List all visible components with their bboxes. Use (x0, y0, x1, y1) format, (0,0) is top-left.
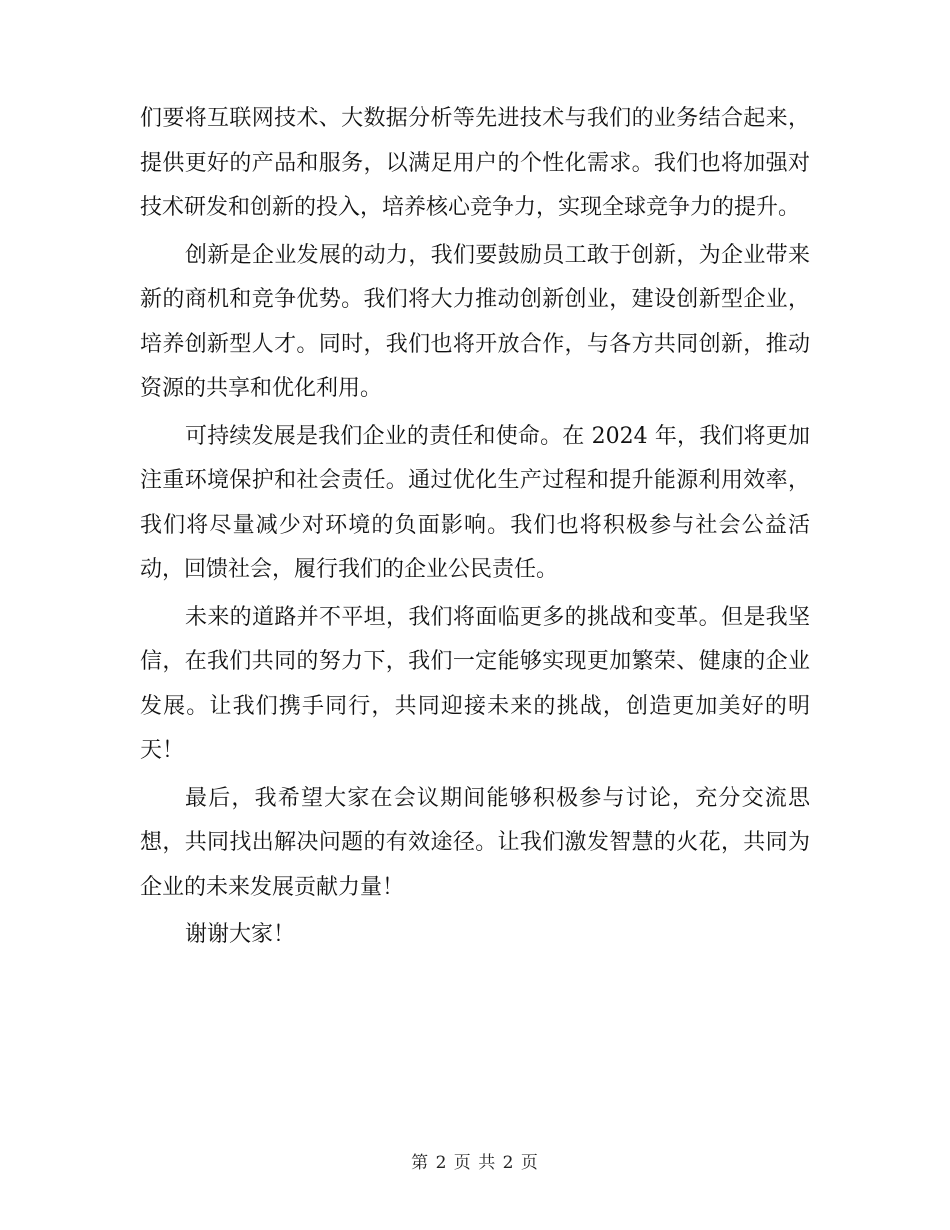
paragraph: 创新是企业发展的动力，我们要鼓励员工敢于创新，为企业带来新的商机和竞争优势。我们将大力推动创新创业，建设创新型企业，培养创新型人才。同时，我们也将开放合作，与各方共同创新，推动资源的共享和优化利用。 (140, 242, 810, 401)
paragraph: 谢谢大家！ (185, 922, 296, 947)
paragraph: 最后，我希望大家在会议期间能够积极参与讨论，充分交流思想，共同找出解决问题的有效途径。让我们激发智慧的火花，共同为企业的未来发展贡献力量！ (140, 785, 810, 900)
page-number-footer: 第 2 页 共 2 页 (411, 1153, 539, 1173)
document-body (140, 97, 810, 961)
paragraph: 可持续发展是我们企业的责任和使命。在 2024 年，我们将更加注重环境保护和社会责任。通过优化生产过程和提升能源利用效率，我们将尽量减少对环境的负面影响。我们也将积极参与社会公益活动，回馈社会，履行我们的企业公民责任。 (140, 423, 810, 582)
paragraph: 们要将互联网技术、大数据分析等先进技术与我们的业务结合起来，提供更好的产品和服务，以满足用户的个性化需求。我们也将加强对技术研发和创新的投入，培养核心竞争力，实现全球竞争力的提升。 (140, 106, 810, 220)
paragraph: 未来的道路并不平坦，我们将面临更多的挑战和变革。但是我坚信，在我们共同的努力下，我们一定能够实现更加繁荣、健康的企业发展。让我们携手同行，共同迎接未来的挑战，创造更加美好的明天！ (140, 604, 810, 763)
